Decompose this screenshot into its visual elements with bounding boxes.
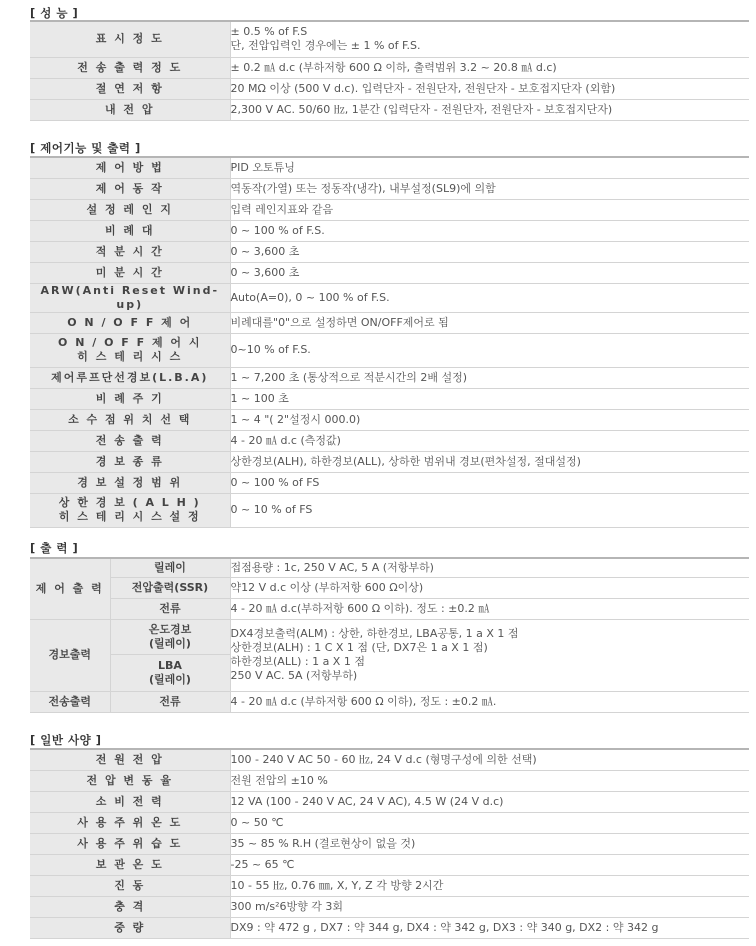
- spec-value: [230, 312, 749, 333]
- spec-row: [30, 262, 749, 283]
- spec-value: [230, 451, 749, 472]
- spec-row: [30, 21, 749, 57]
- spec-row: [30, 472, 749, 493]
- spec-row: [30, 333, 749, 367]
- spec-value: [230, 791, 749, 812]
- spec-value: [230, 178, 749, 199]
- spec-row: [30, 178, 749, 199]
- spec-value: [230, 812, 749, 833]
- spec-label: 보 관 온 도: [30, 854, 230, 875]
- spec-row: [30, 430, 749, 451]
- spec-value-line: ± 0.5 % of F.S: [230, 25, 308, 39]
- spec-value-line: 역동작(가열) 또는 정동작(냉각), 내부설정(SL9)에 의함: [230, 181, 496, 195]
- spec-row: [30, 199, 749, 220]
- spec-value: [230, 333, 749, 367]
- spec-row: [30, 241, 749, 262]
- spec-value: [230, 770, 749, 791]
- spec-label: 진 동: [30, 875, 230, 896]
- spec-value-line: DX9 : 약 472 g , DX7 : 약 344 g, DX4 : 약 342 g, DX3 : 약 340 g, DX2 : 약 342 g: [230, 920, 659, 934]
- spec-label: 내 전 압: [30, 99, 230, 120]
- spec-value-line: 12 VA (100 - 240 V AC, 24 V AC), 4.5 W (24 V d.c): [230, 794, 504, 808]
- spec-row: [30, 917, 749, 938]
- spec-row: [30, 493, 749, 527]
- spec-label: 경 보 설 정 범 위: [30, 472, 230, 493]
- temp-alarm-label: 온도경보 (릴레이): [110, 619, 230, 654]
- spec-row: [30, 367, 749, 388]
- ssr-label: 전압출력(SSR): [110, 577, 230, 598]
- spec-label: 전 압 변 동 율: [30, 770, 230, 791]
- spec-label: ARW(Anti Reset Wind-up): [30, 283, 230, 312]
- spec-value-line: 0~10 % of F.S.: [230, 343, 311, 356]
- current-label: 전류: [110, 598, 230, 619]
- spec-value: [230, 157, 749, 178]
- spec-label: 소 수 점 위 치 선 택: [30, 409, 230, 430]
- spec-label: 제 어 동 작: [30, 178, 230, 199]
- current-value: 4 - 20 ㎃ d.c(부하저항 600 Ω 이하). 정도 : ±0.2 ㎃: [230, 598, 749, 619]
- spec-label: 중 량: [30, 917, 230, 938]
- spec-row: [30, 791, 749, 812]
- spec-value: [230, 367, 749, 388]
- spec-label: 사 용 주 위 습 도: [30, 833, 230, 854]
- transmit-value: 4 - 20 ㎃ d.c (부하저항 600 Ω 이하), 정도 : ±0.2 ㎃.: [230, 691, 749, 712]
- spec-value-line: 0 ~ 100 % of F.S.: [230, 223, 325, 237]
- spec-value-line: 4 - 20 ㎃ d.c (측정값): [230, 433, 341, 447]
- spec-label: 소 비 전 력: [30, 791, 230, 812]
- spec-value-line: 10 - 55 ㎐, 0.76 ㎜, X, Y, Z 각 방향 2시간: [230, 878, 444, 892]
- lba-label: LBA (릴레이): [110, 654, 230, 691]
- spec-row: [30, 833, 749, 854]
- spec-label: 제 어 방 법: [30, 157, 230, 178]
- section-title-general: [ 일반 사양 ]: [30, 733, 102, 747]
- spec-row: [30, 409, 749, 430]
- spec-row: [30, 770, 749, 791]
- spec-value-line: 2,300 V AC. 50/60 ㎐, 1분간 (입력단자 - 전원단자, 전원단자 - 보호접지단자): [230, 102, 613, 116]
- section-title-control: [ 제어기능 및 출력 ]: [30, 141, 141, 155]
- ssr-value: 약12 V d.c 이상 (부하저항 600 Ω이상): [230, 577, 749, 598]
- spec-value: [230, 283, 749, 312]
- spec-value-line: Auto(A=0), 0 ~ 100 % of F.S.: [230, 290, 390, 304]
- spec-value-line: 35 ~ 85 % R.H (결로현상이 없을 것): [230, 836, 416, 850]
- spec-value: [230, 854, 749, 875]
- spec-value: [230, 896, 749, 917]
- output-row-current: [30, 598, 749, 619]
- performance-table: [30, 20, 749, 121]
- spec-value-line: 비례대를"0"으로 설정하면 ON/OFF제어로 됨: [230, 315, 449, 329]
- spec-value-line: 20 MΩ 이상 (500 V d.c). 입력단자 - 전원단자, 전원단자 - 보호접지단자 (외함): [230, 81, 616, 95]
- output-table: [30, 557, 749, 713]
- spec-row: [30, 283, 749, 312]
- spec-value-line: 0 ~ 100 % of FS: [230, 475, 320, 489]
- spec-row: [30, 312, 749, 333]
- spec-label: 절 연 저 항: [30, 78, 230, 99]
- control-table: [30, 156, 749, 528]
- spec-row: [30, 57, 749, 78]
- transmit-sub-label: 전류: [110, 691, 230, 712]
- spec-value: [230, 875, 749, 896]
- spec-value-line: 0 ~ 3,600 초: [230, 265, 300, 279]
- alarm-line: 상한경보(ALH) : 1 C X 1 점 (단, DX7은 1 a X 1 점): [230, 641, 488, 654]
- spec-value: [230, 430, 749, 451]
- spec-value-line: 1 ~ 4 "( 2"설정시 000.0): [230, 412, 361, 426]
- spec-value: [230, 99, 749, 120]
- spec-value: [230, 78, 749, 99]
- spec-row: [30, 875, 749, 896]
- spec-value: [230, 493, 749, 527]
- output-row-temp-alarm: [30, 619, 749, 654]
- alarm-line: 250 V AC. 5A (저항부하): [230, 669, 358, 682]
- relay-label: 릴레이: [110, 558, 230, 577]
- spec-row: [30, 99, 749, 120]
- spec-value-line: 100 - 240 V AC 50 - 60 ㎐, 24 V d.c (형명구성에 의한 선택): [230, 752, 537, 766]
- spec-value-line: 0 ~ 3,600 초: [230, 244, 300, 258]
- spec-label: 사 용 주 위 온 도: [30, 812, 230, 833]
- spec-row: [30, 388, 749, 409]
- section-title-output: [ 출 력 ]: [30, 541, 79, 555]
- spec-value: [230, 388, 749, 409]
- spec-value-line: PID 오토튜닝: [230, 160, 295, 174]
- spec-label: 충 격: [30, 896, 230, 917]
- spec-row: [30, 78, 749, 99]
- spec-row: [30, 157, 749, 178]
- spec-value-line: 입력 레인지표와 같음: [230, 202, 334, 216]
- spec-value-line: ± 0.2 ㎃ d.c (부하저항 600 Ω 이하, 출력범위 3.2 ~ 20.8 ㎃ d.c): [230, 60, 557, 74]
- spec-label: 비 례 대: [30, 220, 230, 241]
- spec-row: [30, 451, 749, 472]
- alarm-line: DX4경보출력(ALM) : 상한, 하한경보, LBA공통, 1 a X 1 점: [230, 627, 519, 640]
- spec-value-line: -25 ~ 65 ℃: [230, 857, 295, 871]
- spec-label: 미 분 시 간: [30, 262, 230, 283]
- spec-value-line: 단, 전압입력인 경우에는 ± 1 % of F.S.: [230, 39, 421, 53]
- output-row-ssr: [30, 577, 749, 598]
- spec-value-line: 0 ~ 10 % of FS: [230, 503, 313, 516]
- spec-value: [230, 917, 749, 938]
- transmit-output-label: 전송출력: [30, 691, 110, 712]
- spec-label: 전 원 전 압: [30, 749, 230, 770]
- spec-value: [230, 199, 749, 220]
- spec-value-line: 1 ~ 100 초: [230, 391, 289, 405]
- spec-value-line: 전원 전압의 ±10 %: [230, 773, 328, 787]
- spec-row: [30, 749, 749, 770]
- spec-label: 비 례 주 기: [30, 388, 230, 409]
- spec-value-line: 0 ~ 50 ℃: [230, 815, 284, 829]
- spec-label: 적 분 시 간: [30, 241, 230, 262]
- alarm-line: 하한경보(ALL) : 1 a X 1 점: [230, 655, 365, 668]
- spec-value-line: 1 ~ 7,200 초 (통상적으로 적분시간의 2배 설정): [230, 370, 468, 384]
- spec-row: [30, 854, 749, 875]
- spec-value: [230, 21, 749, 57]
- relay-value: 접점용량 : 1c, 250 V AC, 5 A (저항부하): [230, 558, 749, 577]
- spec-value: [230, 472, 749, 493]
- alarm-output-label: 경보출력: [30, 619, 110, 691]
- spec-label: O N / O F F 제 어: [30, 312, 230, 333]
- spec-value: [230, 220, 749, 241]
- spec-row: [30, 812, 749, 833]
- spec-label: 상 한 경 보 ( A L H ) 히 스 테 리 시 스 설 정: [30, 493, 230, 527]
- spec-label: 설 정 레 인 지: [30, 199, 230, 220]
- control-output-label: 제 어 출 력: [30, 558, 110, 619]
- spec-value: [230, 833, 749, 854]
- spec-value: [230, 241, 749, 262]
- section-title-performance: [ 성 능 ]: [30, 6, 79, 20]
- spec-label: 전 송 출 력: [30, 430, 230, 451]
- alarm-value: [230, 619, 749, 691]
- spec-value-line: 300 m/s²6방향 각 3회: [230, 899, 344, 913]
- spec-value: [230, 749, 749, 770]
- spec-label: 표 시 정 도: [30, 21, 230, 57]
- output-row-relay: [30, 558, 749, 577]
- spec-row: [30, 220, 749, 241]
- spec-value: [230, 409, 749, 430]
- general-table: [30, 748, 749, 939]
- spec-label: 경 보 종 류: [30, 451, 230, 472]
- spec-value: [230, 262, 749, 283]
- spec-label: O N / O F F 제 어 시 히 스 테 리 시 스: [30, 333, 230, 367]
- output-row-transmit: [30, 691, 749, 712]
- spec-value-line: 상한경보(ALH), 하한경보(ALL), 상하한 범위내 경보(편차설정, 절대설정): [230, 454, 581, 468]
- spec-value: [230, 57, 749, 78]
- spec-label: 제어루프단선경보(L.B.A): [30, 367, 230, 388]
- spec-row: [30, 896, 749, 917]
- spec-label: 전 송 출 력 정 도: [30, 57, 230, 78]
